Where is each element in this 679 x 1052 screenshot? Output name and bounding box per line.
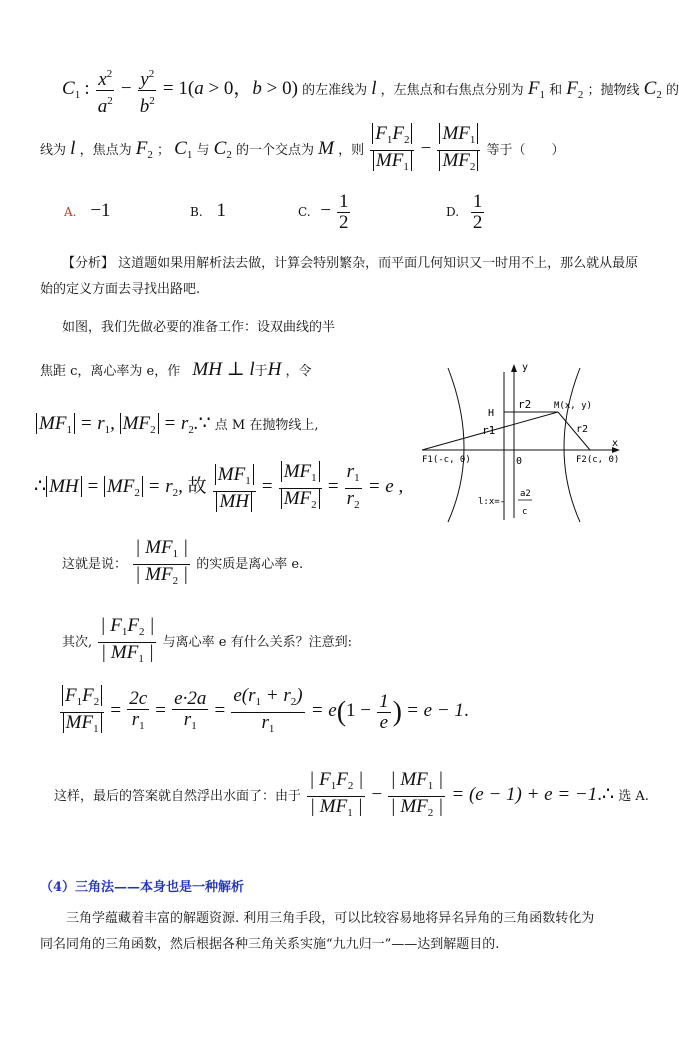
option-value: − xyxy=(320,200,332,221)
right-hyperbola-branch xyxy=(564,368,580,522)
analysis-line-2: 始的定义方面去寻找出路吧. xyxy=(40,282,201,297)
problem-text: 等于（ ） xyxy=(486,143,565,158)
analysis-text: 点 M 在抛物线上, xyxy=(214,418,319,433)
label-r2-right: r2 xyxy=(576,424,589,435)
label-f2: F2(c, 0) xyxy=(576,455,620,465)
math-mf1-over-mf2: $\frac{MF_1}{MF_2}$ xyxy=(437,124,480,177)
label-r2-top: r2 xyxy=(518,398,532,411)
analysis-text: 选 A. xyxy=(618,789,649,804)
problem-text: 的 xyxy=(665,83,679,98)
analysis-text: 与离心率 e 有什么关系？注意到: xyxy=(162,635,352,650)
label-origin: 0 xyxy=(516,456,523,467)
problem-line-2: 线为 l ，焦点为 $F_2$ ； $C_1$ 与 $C_2$ 的一个交点为 M ，则 $\frac{F_1F_2}{MF_1}$ − $\frac{MF_1}{MF_2}$ 等于（ ） xyxy=(40,124,565,177)
problem-text: 与 xyxy=(196,143,210,158)
problem-text: ； xyxy=(156,143,170,158)
option-d xyxy=(446,192,486,233)
analysis-line-5: $MF_1 = r_1$, $MF_2$ = $r_2.\because$ 点 M 在抛物线上, xyxy=(36,412,319,436)
problem-text: ，左焦点和右焦点分别为 xyxy=(380,83,524,98)
option-b xyxy=(190,200,226,222)
option-value: 1 xyxy=(216,200,226,221)
label-directrix-den: c xyxy=(522,507,528,517)
label-f1: F1(-c, 0) xyxy=(422,455,471,465)
problem-text: 线为 xyxy=(40,143,67,158)
essence-line: 这就是说： $\frac{| MF_1 |}{| MF_2 |}$ 的实质是离心率 e. xyxy=(62,537,304,587)
y-axis-label: y xyxy=(522,362,529,373)
x-axis-label: x xyxy=(612,438,619,449)
math-x2-over-a2: $\frac{x^2}{a^2}$ xyxy=(96,64,115,117)
option-label: A. xyxy=(64,205,77,219)
problem-line-1: $C_1$ : $\frac{x^2}{a^2}$ − $\frac{y^2}{b^2}$ = 1(a > 0，b > 0) 的左准线为 l ，左焦点和右焦点分别为 $F_1$ 和 $F_2$ ；抛物线 $C_2$ 的 xyxy=(62,64,679,117)
final-line: 这样，最后的答案就自然浮出水面了：由于 $\frac{| F_1F_2 |}{| MF_1 |}$ − $\frac{| MF_1 |}{| MF_2 |}$ = (e − 1) + e = −1.∴ 选 A. xyxy=(54,769,649,819)
label-m: M(x, y) xyxy=(554,401,592,411)
analysis-line-4: 焦距 c，离心率为 e，作 MH ⊥ l于H ，令 xyxy=(40,359,312,380)
option-value: −1 xyxy=(90,200,111,221)
problem-text: 和 xyxy=(549,83,563,98)
problem-text: 的一个交点为 xyxy=(235,143,314,158)
analysis-text: 焦距 c，离心率为 e，作 xyxy=(40,364,181,379)
option-c xyxy=(298,192,352,233)
y-axis-arrow xyxy=(511,364,517,372)
problem-text: ；抛物线 xyxy=(587,83,640,98)
next-line: 其次, $\frac{| F_1F_2 |}{| MF_1 |}$ 与离心率 e 有什么关系？注意到: xyxy=(62,615,352,665)
label-h: H xyxy=(488,408,495,419)
option-a xyxy=(64,200,111,222)
option-label: B. xyxy=(190,205,203,219)
math-f1f2-over-mf1: $\frac{F_1F_2}{MF_1}$ xyxy=(370,124,414,177)
analysis-text: 的实质是离心率 e. xyxy=(196,557,304,572)
analysis-line-6: ∴ MH = $MF_2 = r_2$, 故 $\frac{MF_1}{MH}$ = $\frac{MF_1}{MF_2}$ = $\frac{r_1}{r_2}$ = e , xyxy=(34,461,404,512)
option-label: D. xyxy=(446,205,460,219)
section-4-title: （4）三角法——本身也是一种解析 xyxy=(40,880,245,895)
problem-text: 的左准线为 xyxy=(302,83,368,98)
hyperbola-diagram xyxy=(418,358,624,524)
label-directrix-num: a2 xyxy=(520,489,531,499)
math-c1: $C_1$ xyxy=(62,78,81,101)
option-label: C. xyxy=(298,205,311,219)
label-directrix: l:x=- xyxy=(478,497,506,507)
analysis-text: 这样，最后的答案就自然浮出水面了：由于 xyxy=(54,789,302,804)
math-one-half: $\frac{1}{2}$ xyxy=(472,191,483,233)
analysis-line-3: 如图，我们先做必要的准备工作：设双曲线的半 xyxy=(62,320,336,335)
equation-line: $\frac{F_1F_2}{MF_1}$ = $\frac{2c}{r_1}$ = $\frac{e\cdot 2a}{r_1}$ = $\frac{e(r_1 + r_2)}{r_1}$ = e(1 − $\frac{1}{e}$ ) = e − 1. xyxy=(58,686,469,739)
analysis-line-1: 【分析】 这道题如果用解析法去做，计算会特别繁杂，而平面几何知识又一时用不上，那么就从最原 xyxy=(62,256,639,271)
problem-text: ，则 xyxy=(338,143,365,158)
problem-text: ，焦点为 xyxy=(79,143,132,158)
math-y2-over-b2: $\frac{y^2}{b^2}$ xyxy=(138,64,157,117)
analysis-text: 这就是说： xyxy=(62,557,128,572)
math-one-half: $\frac{1}{2}$ xyxy=(338,191,349,233)
section-4-paragraph: 三角学蕴藏着丰富的解题资源. 利用三角手段，可以比较容易地将异名异角的三角函数转化为同名同角的三角函数，然后根据各种三角关系实施“九九归一”——达到解题目的. xyxy=(40,911,595,952)
analysis-text: 其次, xyxy=(62,635,93,650)
left-hyperbola-branch xyxy=(448,368,464,522)
analysis-text: ，令 xyxy=(285,364,312,379)
label-r1: r1 xyxy=(482,424,496,437)
